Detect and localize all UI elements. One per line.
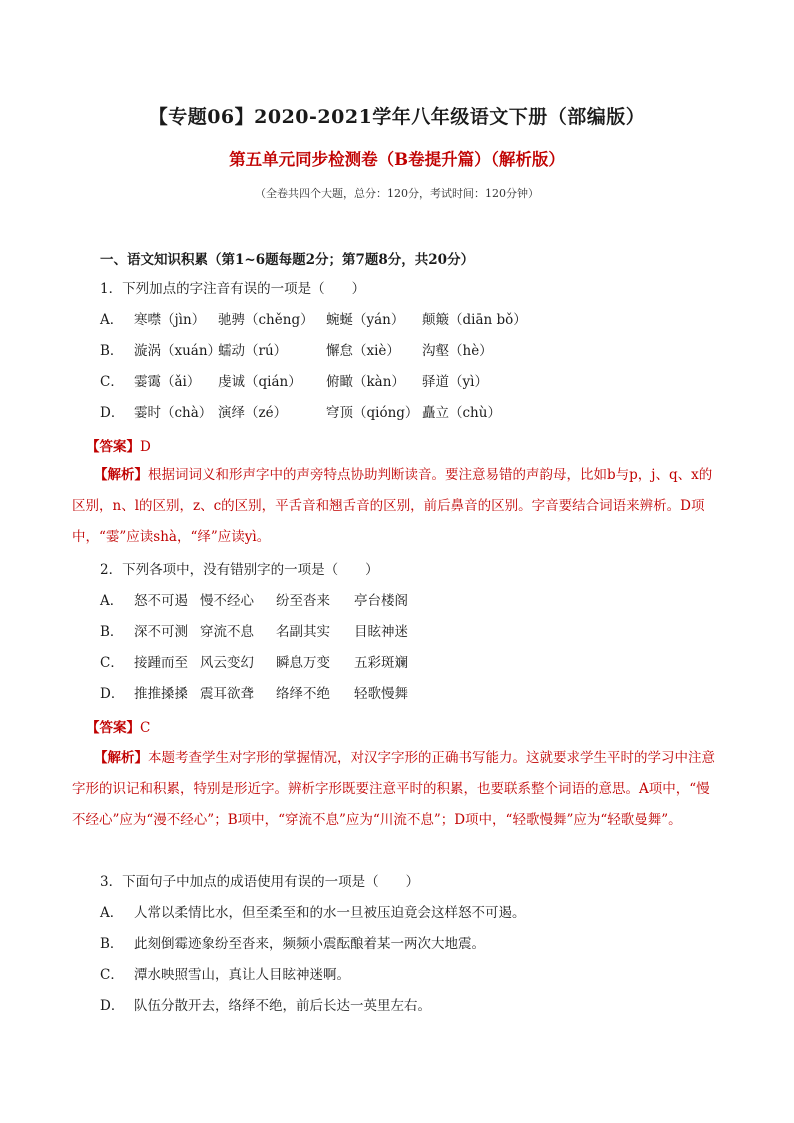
option-item: 懈怠（xiè） (326, 343, 400, 359)
question-2-option-b (100, 622, 408, 642)
question-2-option-c (100, 653, 408, 673)
option-item: 目眩神迷 (354, 624, 408, 640)
option-item: 演绎（zé） (218, 405, 288, 421)
answer-tag: 【答案】 (86, 720, 140, 736)
option-item: 瞬息万变 (276, 655, 330, 671)
option-item: 沟壑（hè） (422, 343, 493, 359)
option-item: 驰骋（chěng） (218, 312, 314, 328)
answer-tag: 【答案】 (86, 439, 140, 455)
option-item: 蠕动（rú） (218, 343, 288, 359)
option-label: B． (100, 343, 124, 359)
option-label: A． (100, 905, 124, 921)
option-item: 亭台楼阁 (354, 593, 408, 609)
question-1-stem: 1．下列加点的字注音有误的一项是（ ） (100, 281, 366, 297)
option-label: C． (100, 967, 124, 983)
option-item: 怒不可遏 (134, 593, 188, 609)
option-label: D． (100, 405, 125, 421)
option-item: 慢不经心 (200, 593, 254, 609)
option-item: 穿流不息 (200, 624, 254, 640)
option-item: 穹顶（qióng） (326, 405, 419, 421)
option-label: C． (100, 655, 124, 671)
option-item: 矗立（chù） (422, 405, 501, 421)
option-label: B． (100, 624, 124, 640)
analysis-tag: 【解析】 (94, 750, 148, 766)
question-3-option-c (100, 965, 350, 985)
question-2-answer (86, 716, 150, 736)
question-3-option-b (100, 934, 485, 954)
answer-value: D (140, 439, 151, 455)
option-label: D． (100, 998, 125, 1014)
option-text: 潭水映照雪山，真让人目眩神迷啊。 (134, 967, 350, 983)
option-item: 寒噤（jìn） (134, 312, 206, 328)
option-label: A． (100, 312, 124, 328)
section-heading: 一、语文知识积累（第1~6题每题2分；第7题8分，共20分） (100, 252, 475, 268)
option-item: 推推搡搡 (134, 686, 188, 702)
option-item: 震耳欲聋 (200, 686, 254, 702)
option-item: 接踵而至 (134, 655, 188, 671)
exam-info: （全卷共四个大题，总分：120分，考试时间：120分钟） (255, 187, 539, 200)
option-item: 深不可测 (134, 624, 188, 640)
option-item: 俯瞰（kàn） (326, 374, 405, 390)
question-1-option-a (100, 310, 527, 330)
question-1-option-b (100, 341, 493, 361)
option-item: 颠簸（diān bǒ） (422, 312, 527, 328)
option-item: 霎霭（ǎi） (134, 374, 201, 390)
question-1-option-c (100, 372, 488, 392)
question-1-answer (86, 435, 151, 455)
option-label: B． (100, 936, 124, 952)
option-item: 蜿蜒（yán） (326, 312, 405, 328)
question-2-stem: 2．下列各项中，没有错别字的一项是（ ） (100, 562, 379, 578)
question-3-option-a (100, 903, 526, 923)
analysis-text: 本题考查学生对字形的掌握情况，对汉字字形的正确书写能力。这就要求学生平时的学习中注意字形的识记和积累，特别是形近字。辨析字形既要注意平时的积累，也要联系整个词语的意思。A项中，“慢不经心”应为“漫不经心”；B项中，“穿流不息”应为“川流不息”；D项中，“轻歌慢舞”应为“轻歌曼舞”。 (72, 750, 715, 828)
option-text: 人常以柔情比水，但至柔至和的水一旦被压迫竟会这样怒不可遏。 (134, 905, 526, 921)
option-label: C． (100, 374, 124, 390)
analysis-tag: 【解析】 (94, 467, 148, 483)
option-item: 络绎不绝 (276, 686, 330, 702)
question-1-analysis (72, 460, 722, 553)
page-subtitle: 第五单元同步检测卷（B卷提升篇）（解析版） (229, 150, 565, 169)
question-1-option-d (100, 403, 501, 423)
option-item: 纷至沓来 (276, 593, 330, 609)
question-3-option-d (100, 996, 431, 1016)
option-item: 轻歌慢舞 (354, 686, 408, 702)
option-item: 漩涡（xuán） (134, 343, 222, 359)
page-title: 【专题06】2020-2021学年八年级语文下册（部编版） (148, 106, 646, 128)
question-2-option-d (100, 684, 408, 704)
question-3-stem: 3．下面句子中加点的成语使用有误的一项是（ ） (100, 874, 420, 890)
analysis-text: 根据词词义和形声字中的声旁特点协助判断读音。要注意易错的声韵母，比如b与p，j、q、x的区别，n、l的区别，z、c的区别，平舌音和翘舌音的区别，前后鼻音的区别。字音要结合词语来辨析。D项中，“霎”应读shà，“绎”应读yì。 (72, 467, 713, 545)
option-item: 名副其实 (276, 624, 330, 640)
option-item: 五彩斑斓 (354, 655, 408, 671)
option-item: 霎时（chà） (134, 405, 213, 421)
option-text: 队伍分散开去，络绎不绝，前后长达一英里左右。 (134, 998, 431, 1014)
option-label: D． (100, 686, 125, 702)
question-2-option-a (100, 591, 408, 611)
option-item: 驿道（yì） (422, 374, 488, 390)
option-label: A． (100, 593, 124, 609)
answer-value: C (140, 720, 151, 736)
question-2-analysis (72, 743, 722, 836)
option-item: 虔诚（qián） (218, 374, 302, 390)
option-text: 此刻倒霉迹象纷至沓来，频频小震酝酿着某一两次大地震。 (134, 936, 485, 952)
option-item: 风云变幻 (200, 655, 254, 671)
